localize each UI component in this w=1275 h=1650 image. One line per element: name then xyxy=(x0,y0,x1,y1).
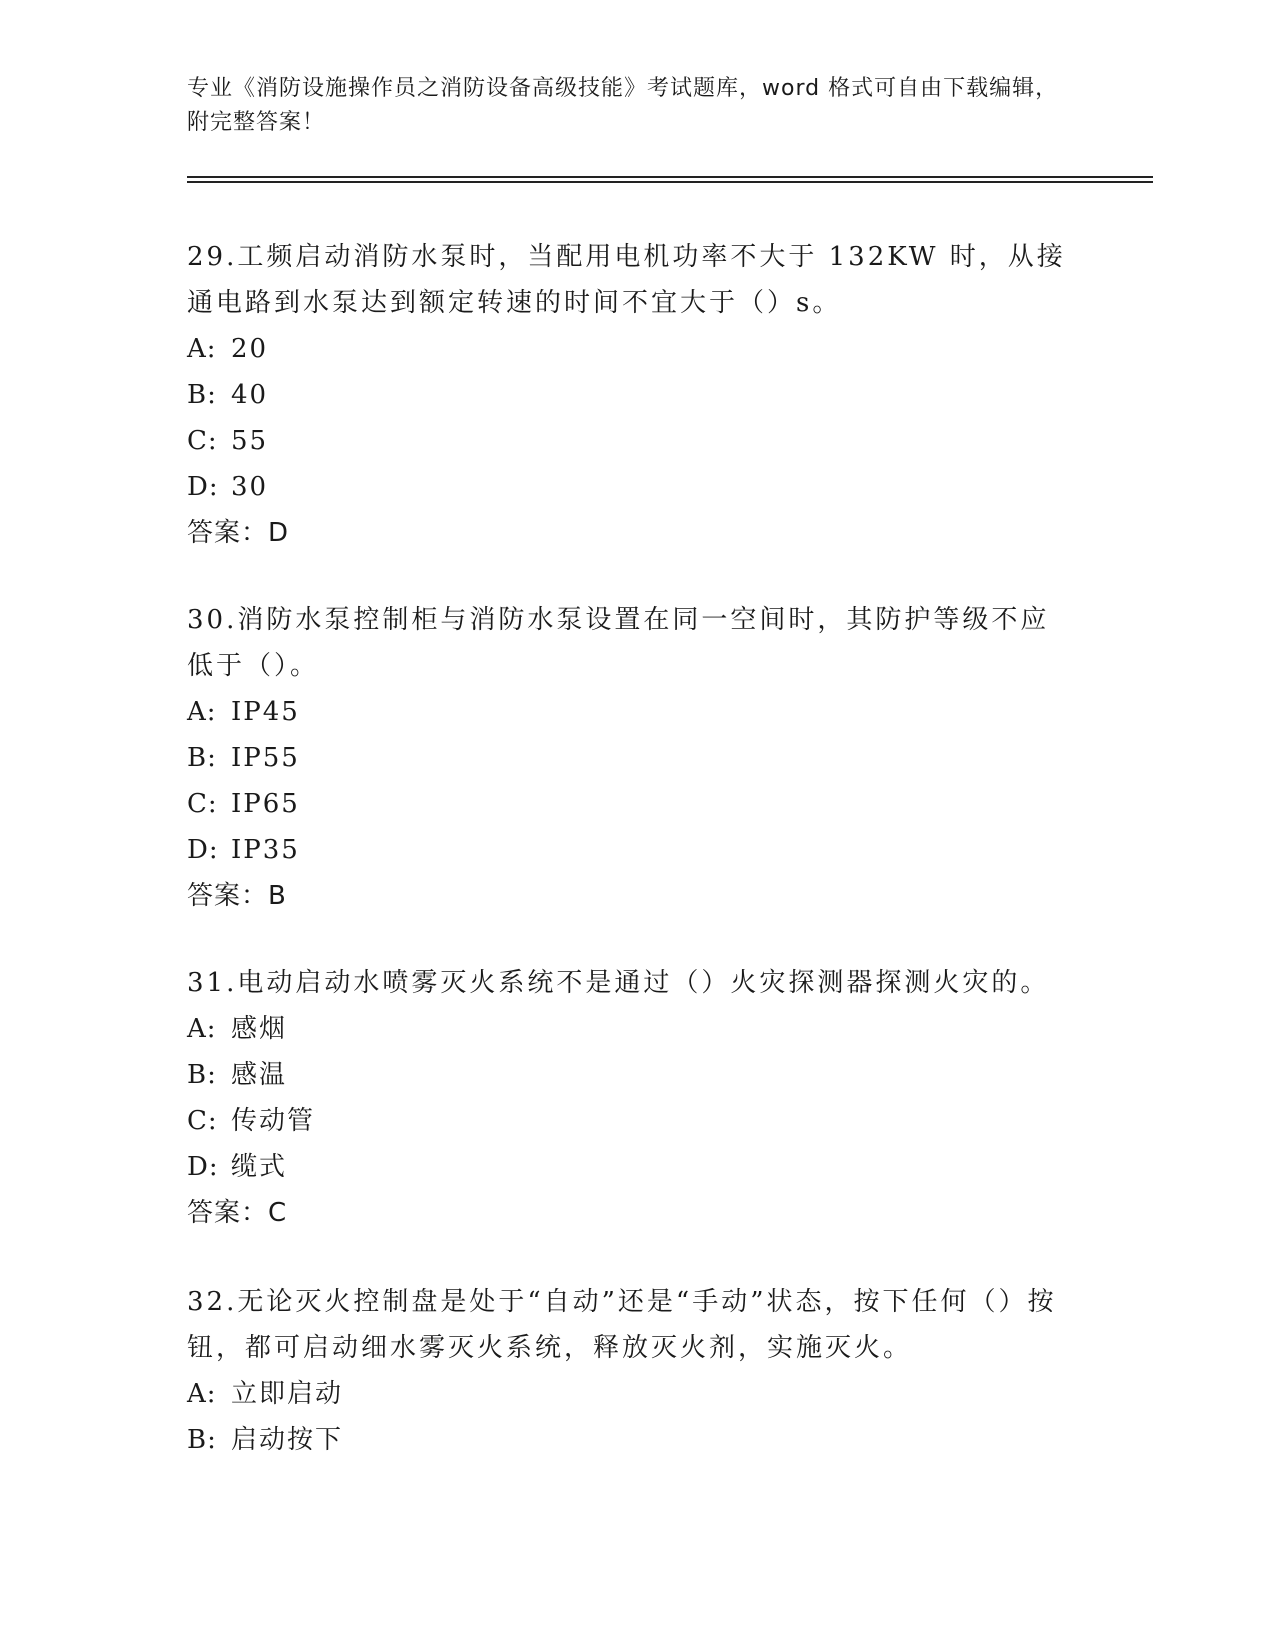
option-letter: C: xyxy=(187,426,218,456)
question-30 xyxy=(187,597,1067,919)
option-b xyxy=(187,1052,1067,1098)
option-letter: D: xyxy=(187,472,219,502)
option-a xyxy=(187,1006,1067,1052)
header-divider-top xyxy=(187,176,1153,178)
option-text: 感温 xyxy=(231,1060,288,1090)
option-d xyxy=(187,827,1067,873)
option-letter: A: xyxy=(187,1014,217,1044)
option-b xyxy=(187,735,1067,781)
option-letter: A: xyxy=(187,1379,217,1409)
option-d xyxy=(187,464,1067,510)
header-divider-bottom xyxy=(187,181,1153,183)
option-letter: D: xyxy=(187,1152,219,1182)
answer-line: 答案：B xyxy=(187,881,287,911)
option-b xyxy=(187,1417,1067,1463)
option-text: 立即启动 xyxy=(231,1379,344,1409)
option-c xyxy=(187,418,1067,464)
option-text: 20 xyxy=(231,334,269,364)
option-b xyxy=(187,372,1067,418)
option-c xyxy=(187,781,1067,827)
question-stem: 30.消防水泵控制柜与消防水泵设置在同一空间时，其防护等级不应低于（）。 xyxy=(187,605,1050,681)
question-stem: 29.工频启动消防水泵时，当配用电机功率不大于 132KW 时，从接通电路到水泵达到额定转速的时间不宜大于（）s。 xyxy=(187,242,1066,318)
answer-line: 答案：C xyxy=(187,1198,288,1228)
document-header: 专业《消防设施操作员之消防设备高级技能》考试题库，word 格式可自由下载编辑，附完整答案！ xyxy=(187,76,1059,135)
option-text: 缆式 xyxy=(231,1152,288,1182)
option-a xyxy=(187,689,1067,735)
option-letter: D: xyxy=(187,835,219,865)
option-letter: B: xyxy=(187,743,217,773)
question-29 xyxy=(187,234,1067,556)
option-text: 30 xyxy=(231,472,269,502)
option-c xyxy=(187,1098,1067,1144)
question-31 xyxy=(187,960,1067,1236)
option-letter: C: xyxy=(187,1106,218,1136)
question-stem: 31.电动启动水喷雾灭火系统不是通过（）火灾探测器探测火灾的。 xyxy=(187,968,1050,998)
option-letter: B: xyxy=(187,1060,217,1090)
option-a xyxy=(187,1371,1067,1417)
answer-line: 答案：D xyxy=(187,518,290,548)
option-text: 55 xyxy=(231,426,269,456)
option-d xyxy=(187,1144,1067,1190)
option-text: IP35 xyxy=(231,835,300,865)
option-letter: B: xyxy=(187,380,217,410)
option-a xyxy=(187,326,1067,372)
option-text: 40 xyxy=(231,380,269,410)
option-text: IP55 xyxy=(231,743,300,773)
option-letter: C: xyxy=(187,789,218,819)
option-text: 启动按下 xyxy=(231,1425,344,1455)
option-letter: A: xyxy=(187,697,217,727)
question-32 xyxy=(187,1279,1067,1463)
question-stem: 32.无论灭火控制盘是处于“自动”还是“手动”状态，按下任何（）按钮，都可启动细水雾灭火系统，释放灭火剂，实施灭火。 xyxy=(187,1287,1057,1363)
option-text: IP65 xyxy=(231,789,300,819)
option-letter: A: xyxy=(187,334,217,364)
option-text: 传动管 xyxy=(231,1106,316,1136)
option-text: IP45 xyxy=(231,697,300,727)
option-letter: B: xyxy=(187,1425,217,1455)
option-text: 感烟 xyxy=(231,1014,288,1044)
